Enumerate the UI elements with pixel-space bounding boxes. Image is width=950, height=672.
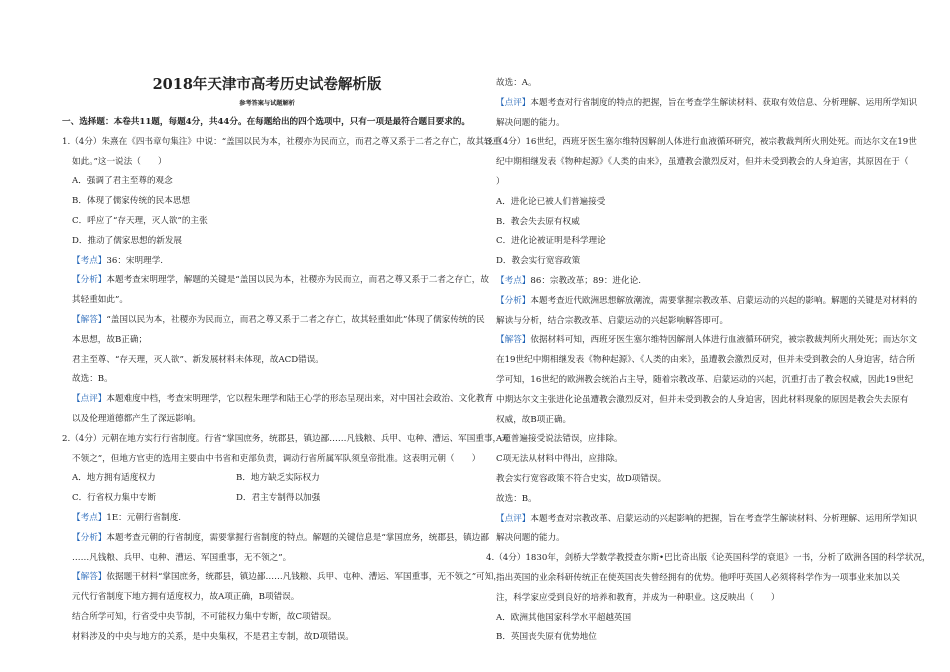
dianping-text: 本题考查对行省制度的特点的把握，旨在考查学生解读材料、获取有效信息、分析理解、运用所学知识 — [530, 97, 918, 108]
left-column — [62, 74, 510, 648]
q1-option-c: C．呼应了“存天理，灭人欲”的主张 — [72, 215, 208, 226]
page-subtitle: 参考答案与试题解析 — [239, 100, 295, 107]
kaodian-text: 36：宋明理学. — [106, 255, 164, 266]
question-4 — [486, 549, 931, 648]
fenxi-text: 本题考查元朝的行省制度，需要掌握行省制度的特点。解题的关键信息是“掌国庶务，统郡县，镇边鄙 — [106, 532, 489, 543]
fenxi-text: 本题考查近代欧洲思想解放潮流，需要掌握宗教改革、启蒙运动的兴起的影响。解题的关键是对材料的 — [530, 295, 918, 306]
q2-answer: 故选：A。 — [496, 78, 537, 88]
q2-fenxi — [62, 529, 489, 549]
dianping-text: 本题考查对宗教改革、启蒙运动的兴起影响的把握，旨在考查学生解读材料、分析理解、运用所学知识 — [530, 513, 918, 524]
q2-fenxi-cont: ……凡钱粮、兵甲、屯种、漕运、军国重事，无不领之”。 — [72, 552, 292, 563]
jieda-tag: 【解答】 — [72, 572, 107, 583]
q3-option-c: C．进化论被证明是科学理论 — [496, 236, 606, 247]
q2-option-d: D．君主专制得以加强 — [236, 493, 321, 504]
q2-dianping — [486, 94, 918, 114]
q2-jieda-cont: 材料涉及的中央与地方的关系，是中央集权，不是君主专制，故D项错误。 — [72, 631, 354, 642]
q3-dianping — [486, 510, 918, 530]
q2-stem-line: 不领之”，但地方官吏的选用主要由中书省和吏部负责，调动行省所属军队须皇帝批准。这表明元朝（ ） — [72, 453, 481, 464]
q1-fenxi — [62, 271, 489, 291]
q3-jieda-cont: A项普遍接受说法错误，应排除。 — [496, 434, 623, 445]
question-3 — [486, 133, 918, 549]
q2-options-row — [62, 489, 472, 509]
page-title: 2018年天津市高考历史试卷解析版 — [152, 76, 382, 93]
q3-jieda-cont: 在19世纪中期相继发表《物种起源》、《人类的由来》，虽遭教会激烈反对，但并未受到教会的人身迫害，结合所 — [496, 355, 916, 366]
q1-stem-line: 1.（4分）朱熹在《四书章句集注》中说：“盖国以民为本，社稷亦为民而立，而君之尊又系于二者之存亡，故其轻重 — [62, 136, 502, 147]
q1-option-d: D．推动了儒家思想的新发展 — [72, 235, 183, 246]
q3-stem-line: ） — [496, 176, 505, 187]
q4-stem-line: 4.（4分）1830年，剑桥大学数学教授查尔斯•巴比奇出版《论英国科学的衰退》一书，分析了欧洲各国的科学状况， — [486, 553, 931, 564]
kaodian-tag: 【考点】 — [496, 275, 531, 286]
q3-jieda-cont: 权威，故B项正确。 — [496, 414, 572, 425]
right-column — [486, 74, 931, 648]
q3-jieda-cont: 教会实行宽容政策不符合史实，故D项错误。 — [496, 473, 667, 484]
q1-dianping — [62, 390, 494, 410]
jieda-text: “盖国以民为本，社稷亦为民而立，而君之尊又系于二者之存亡，故其轻重如此”体现了儒家传统的民 — [106, 314, 485, 325]
q1-fenxi-cont: 其轻重如此”。 — [72, 295, 128, 306]
q4-stem-line: 注，科学家应受到良好的培养和教育，并成为一种职业。这反映出（ ） — [496, 592, 780, 603]
q2-jieda-cont: 结合所学可知，行省受中央节制，不可能权力集中专断，故C项错误。 — [72, 611, 337, 622]
q1-jieda-cont: 本思想，故B正确； — [72, 334, 148, 345]
q3-jieda-cont: C项无法从材料中得出，应排除。 — [496, 454, 623, 465]
q3-option-d: D．教会实行宽容政策 — [496, 256, 581, 267]
q1-jieda — [62, 311, 485, 331]
fenxi-tag: 【分析】 — [72, 275, 107, 286]
q3-jieda-cont: 中期达尔文主张进化论虽遭教会激烈反对，但并未受到教会的人身迫害，因此材料现象的原因是教会失去原有 — [496, 394, 909, 405]
q2-option-b: B．地方缺乏实际权力 — [236, 473, 320, 484]
q3-jieda-cont: 学可知，16世纪的欧洲教会统治占主导，随着宗教改革、启蒙运动的兴起，沉重打击了教会权威，因此19世纪 — [496, 374, 914, 385]
dianping-tag: 【点评】 — [496, 97, 531, 108]
jieda-text: 依据题干材料“掌国庶务，统郡县，镇边鄙……凡钱粮、兵甲、屯种、漕运、军国重事，无不领之”可知， — [106, 572, 502, 583]
q3-kaodian — [486, 272, 898, 292]
fenxi-text: 本题考查宋明理学，解题的关键是“盖国以民为本，社稷亦为民而立，而君之尊又系于二者之存亡，故 — [106, 275, 489, 286]
q4-stem-line: 指出英国的业余科研传统正在使英国丧失曾经拥有的优势。他呼吁英国人必须将科学作为一项事业来加以关 — [496, 572, 900, 583]
q3-jieda — [486, 331, 918, 351]
q4-option-a: A．欧洲其他国家科学水平超越英国 — [496, 612, 632, 623]
q3-stem-line: 纪中期相继发表《物种起源》《人类的由来》，虽遭教会激烈反对，但并未受到教会的人身迫害，其原因在于（ — [496, 157, 909, 168]
q2-kaodian — [62, 509, 472, 529]
q2-jieda — [62, 568, 502, 588]
kaodian-tag: 【考点】 — [72, 512, 107, 523]
dianping-text: 本题难度中档，考查宋明理学，它以程朱理学和陆王心学的形态呈现出来，对中国社会政治、文化教育 — [106, 394, 494, 405]
kaodian-text: 1E：元朝行省制度. — [106, 512, 182, 523]
q3-fenxi-cont: 解读与分析，结合宗教改革、启蒙运动的兴起影响解答即可。 — [496, 315, 729, 326]
section-heading: 一、选择题：本卷共11题，每题4分，共44分。在每题给出的四个选项中，只有一项是最符合题目要求的。 — [62, 117, 471, 127]
dianping-tag: 【点评】 — [496, 513, 531, 524]
q2-stem-line: 2.（4分）元朝在地方实行行省制度。行省“掌国庶务，统郡县，镇边鄙……凡钱粮、兵甲、屯种、漕运、军国重事，无 — [62, 433, 510, 444]
q3-answer: 故选：B。 — [496, 493, 537, 504]
fenxi-tag: 【分析】 — [72, 532, 107, 543]
q2-dianping-cont: 解决问题的能力。 — [496, 117, 565, 128]
kaodian-text: 86：宗教改革；89：进化论. — [530, 275, 641, 286]
q2-options-row — [62, 469, 472, 489]
q1-answer: 故选：B。 — [72, 374, 113, 385]
q3-stem-line: 3.（4分）16世纪，西班牙医生塞尔维特因解剖人体进行血液循环研究，被宗教裁判所火刑处死。而达尔文在19世 — [486, 137, 917, 148]
q2-option-a: A．地方拥有适度权力 — [72, 473, 156, 484]
question-2 — [62, 430, 510, 648]
q1-option-a: A．强调了君主至尊的观念 — [72, 176, 173, 187]
q3-dianping-cont: 解决问题的能力。 — [496, 533, 565, 544]
q2-option-c: C．行省权力集中专断 — [72, 493, 156, 504]
jieda-tag: 【解答】 — [72, 314, 107, 325]
q2-jieda-cont: 元代行省制度下地方拥有适度权力，故A项正确，B项错误。 — [72, 592, 300, 603]
jieda-text: 依据材料可知，西班牙医生塞尔维特因解剖人体进行血液循环研究，被宗教裁判所火刑处死；而达尔文 — [530, 335, 918, 346]
q1-option-b: B．体现了儒家传统的民本思想 — [72, 196, 191, 207]
q1-dianping-cont: 以及伦理道德都产生了深远影响。 — [72, 413, 201, 424]
q3-option-b: B．教会失去原有权威 — [496, 216, 580, 227]
q1-stem-line: 如此。”这一说法（ ） — [72, 156, 167, 167]
question-1 — [62, 133, 502, 430]
kaodian-tag: 【考点】 — [72, 255, 107, 266]
fenxi-tag: 【分析】 — [496, 295, 531, 306]
dianping-tag: 【点评】 — [72, 394, 107, 405]
q3-fenxi — [486, 292, 918, 312]
q1-kaodian — [62, 252, 472, 272]
jieda-tag: 【解答】 — [496, 335, 531, 346]
q3-option-a: A．进化论已被人们普遍接受 — [496, 196, 606, 207]
q4-option-b: B．英国丧失原有优势地位 — [496, 632, 597, 643]
q1-jieda-cont: 君主至尊、“存天理，灭人欲”、新发展材料未体现，故ACD错误。 — [72, 354, 324, 365]
